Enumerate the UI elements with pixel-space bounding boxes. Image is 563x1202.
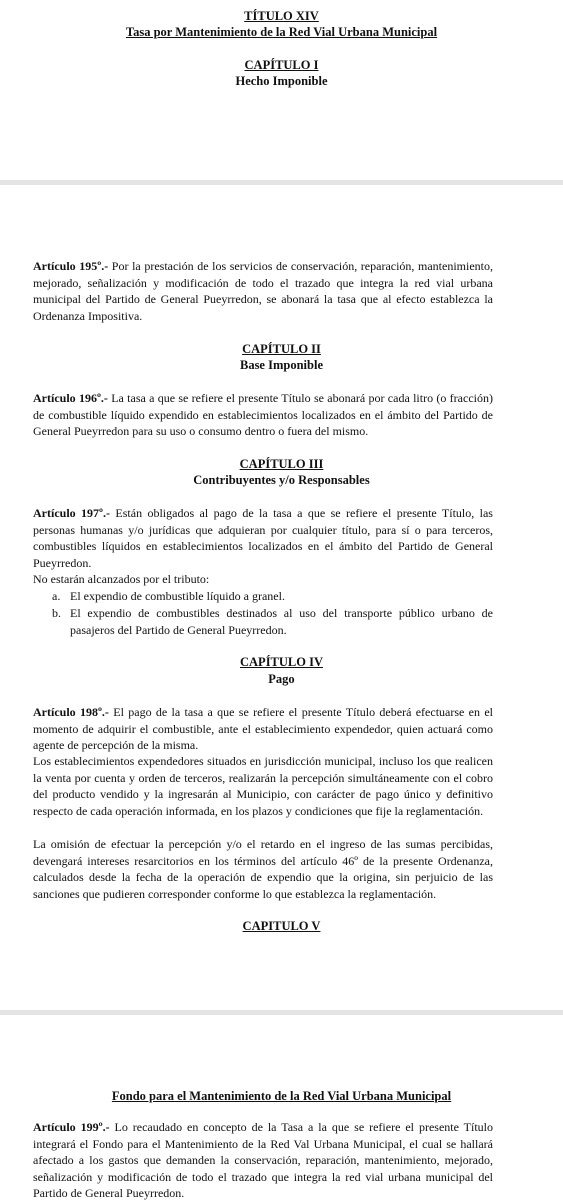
- chapter-4-name: Pago: [268, 672, 295, 686]
- article-199-heading: Artículo 199º.-: [33, 1120, 110, 1134]
- title-label: TÍTULO XIV: [244, 9, 319, 23]
- article-197-heading: Artículo 197º.-: [33, 506, 111, 520]
- article-197-text: Están obligados al pago de la tasa a que se refiere el presente Título, las personas humanas y/o jurídicas que adquieran por cualquier título, para sí o para terceros, combustibles líquidos en establecimientos localizados en el ámbito del Partido de General Pueyrredon.: [33, 506, 493, 570]
- article-199-text: Lo recaudado en concepto de la Tasa a la que se refiere el presente Título integrará el Fondo para el Mantenimiento de la Red Val Urbana Municipal, el cual se hallará afectado a los gastos que demanden la conservación, reparación, mantenimiento, mejorado, señalización y modificación de todo el trazado que integra la red vial urbana municipal del Partido de General Pueyrredon.: [33, 1120, 493, 1201]
- article-196: [33, 390, 493, 440]
- chapter-3-name: Contribuyentes y/o Responsables: [193, 473, 370, 487]
- list-text: El expendio de combustibles destinados al uso del transporte público urbano de pasajeros del Partido de General Pueyrredon.: [70, 606, 493, 637]
- article-197: [33, 505, 493, 571]
- page-break: [0, 1010, 563, 1015]
- list-marker: a.: [52, 589, 61, 603]
- article-199: [33, 1119, 493, 1202]
- chapter-2-label: CAPÍTULO II: [242, 342, 321, 356]
- chapter-5-label: CAPITULO V: [242, 919, 321, 933]
- page-break: [0, 180, 563, 185]
- chapter-1-name: Hecho Imponible: [235, 74, 328, 88]
- article-195-text: Por la prestación de los servicios de conservación, reparación, mantenimiento, mejorado, señalización y modificación de todo el trazado que integra la red vial urbana municipal del Partido de General Pueyrredon, se abonará la tasa que al efecto establezca la Ordenanza Impositiva.: [33, 259, 494, 323]
- article-198-text: El pago de la tasa a que se refiere el presente Título deberá efectuarse en el momento de adquirir el combustible, ante el establecimiento expendedor, quien actuará como agente de percepción de la misma.: [33, 705, 493, 753]
- article-198-paragraph-2: Los establecimientos expendedores situados en jurisdicción municipal, incluso los que realicen la venta por cuenta y orden de terceros, realizarán la percepción simultáneamente con el cobro del producto vendido y la ingresarán al Municipio, con carácter de pago único y definitivo respecto de cada operación informada, en los plazos y condiciones que fije la reglamentación.: [33, 754, 493, 818]
- title-name: Tasa por Mantenimiento de la Red Vial Urbana Municipal: [125, 25, 438, 39]
- chapter-4-label: CAPÍTULO IV: [240, 655, 323, 669]
- article-198-heading: Artículo 198º.-: [33, 705, 109, 719]
- article-198-paragraph-3: La omisión de efectuar la percepción y/o el retardo en el ingreso de las sumas percibidas, devengará intereses resarcitorios en los términos del artículo 46º de la presente Ordenanza, calculados desde la fecha de la operación de expendio que la origina, sin perjuicio de las sanciones que pudieren corresponder conforme lo que establezca la reglamentación.: [33, 837, 493, 901]
- article-198: [33, 704, 493, 754]
- article-196-heading: Artículo 196º.-: [33, 391, 108, 405]
- article-196-text: La tasa a que se refiere el presente Título se abonará por cada litro (o fracción) de combustible líquido expendido en establecimientos localizados en el ámbito del Partido de General Pueyrredon para su uso o consumo dentro o fuera del mismo.: [33, 391, 493, 439]
- chapter-2-name: Base Imponible: [239, 358, 323, 372]
- article-197-intro: No estarán alcanzados por el tributo:: [33, 572, 210, 586]
- list-text: El expendio de combustible líquido a granel.: [70, 589, 285, 603]
- chapter-3-label: CAPÍTULO III: [239, 457, 324, 471]
- chapter-1-label: CAPÍTULO I: [244, 58, 319, 72]
- list-marker: b.: [52, 606, 61, 620]
- fund-heading: Fondo para el Mantenimiento de la Red Vial Urbana Municipal: [111, 1089, 452, 1103]
- article-195: [33, 258, 493, 324]
- article-195-heading: Artículo 195º.-: [33, 259, 109, 273]
